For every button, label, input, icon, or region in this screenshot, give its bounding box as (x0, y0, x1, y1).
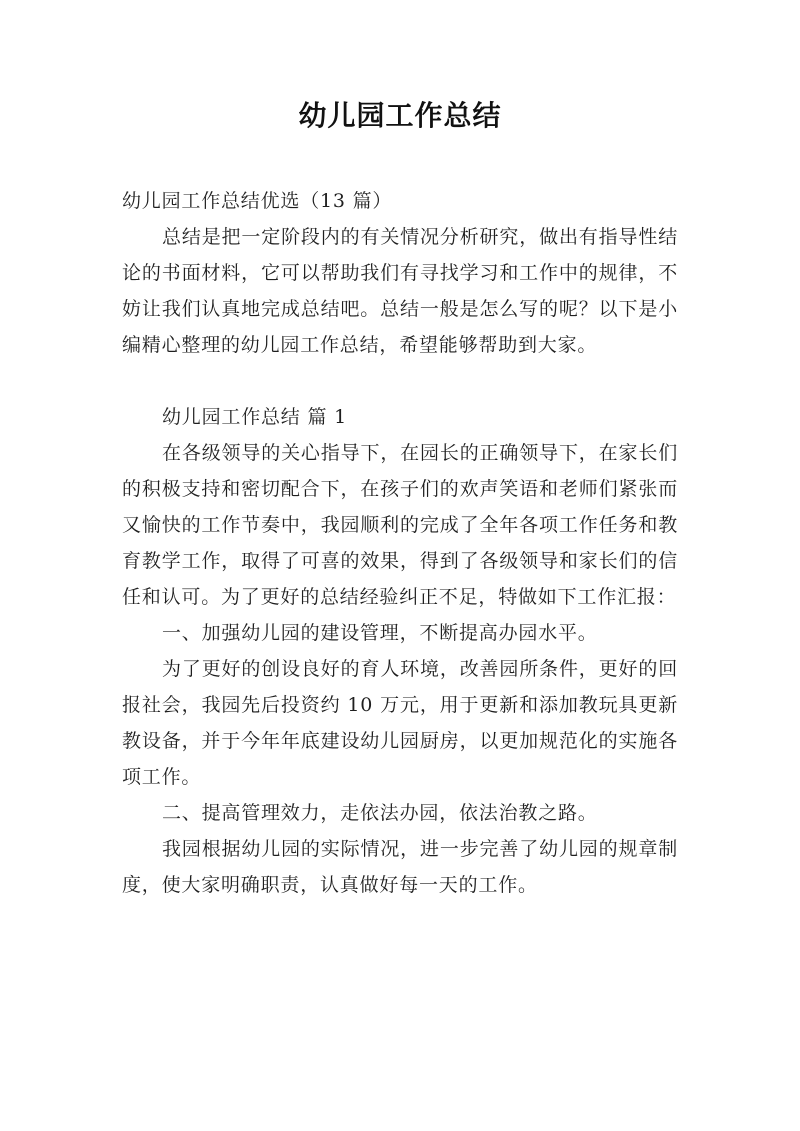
document-title: 幼儿园工作总结 (298, 99, 502, 132)
body-paragraph: 在各级领导的关心指导下，在园长的正确领导下，在家长们的积极支持和密切配合下，在孩子们的欢声笑语和老师们紧张而又愉快的工作节奏中，我园顺利的完成了全年各项工作任务和教育教学工作，取得了可喜的效果，得到了各级领导和家长们的信任和认可。为了更好的总结经验纠正不足，特做如下工作汇报： (122, 442, 678, 608)
section-point-heading: 二、提高管理效力，走依法办园，依法治教之路。 (162, 802, 598, 824)
section-point-heading: 一、加强幼儿园的建设管理，不断提高办园水平。 (162, 622, 598, 644)
body-paragraph: 我园根据幼儿园的实际情况，进一步完善了幼儿园的规章制度，使大家明确职责，认真做好每一天的工作。 (122, 838, 678, 896)
paragraph-spacer (122, 363, 678, 399)
document-body (122, 183, 678, 903)
intro-paragraph: 总结是把一定阶段内的有关情况分析研究，做出有指导性结论的书面材料，它可以帮助我们有寻找学习和工作中的规律，不妨让我们认真地完成总结吧。总结一般是怎么写的呢？以下是小编精心整理的幼儿园工作总结，希望能够帮助到大家。 (122, 226, 678, 356)
body-paragraph: 为了更好的创设良好的育人环境，改善园所条件，更好的回报社会，我园先后投资约 10 万元，用于更新和添加教玩具更新教设备，并于今年年底建设幼儿园厨房，以更加规范化的实施各项工作。 (122, 658, 678, 788)
document-subtitle: 幼儿园工作总结优选（13 篇） (122, 190, 393, 212)
section-heading: 幼儿园工作总结 篇 1 (162, 406, 347, 428)
